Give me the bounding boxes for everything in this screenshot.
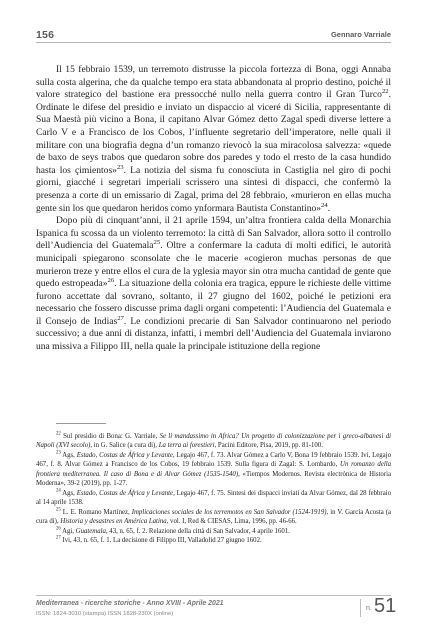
- footnote-ref: 26: [107, 276, 115, 284]
- footnote-ref: 23: [56, 450, 61, 456]
- italic-title: Implicaciones sociales de los terremotos en San Salvador (1524-1919): [131, 508, 327, 516]
- text-run: Ags,: [60, 451, 77, 459]
- text-run: , Legajo 467, f. 73. Alvar Gómez a Carlo V, Bona 19 febbraio 1539. Ivi, Legajo 467, f. 8. Alvar Gómez a Francisco de los Cobos, 19 febbraio 1539. Sulla figura di Zagal: S. Lombardo,: [36, 451, 391, 469]
- page-number: 156: [36, 29, 55, 41]
- footnote: [36, 527, 391, 536]
- text-run: , «Tiempos Modernos. Revista electrónica de Historia Moderna», 39-2 (2019), pp. 1-27.: [36, 470, 391, 488]
- footnote-separator: [56, 423, 106, 424]
- text-run: . Ordinate le difese del presidio e inviato un dispaccio al viceré di Sicilia, rappresentante di Sua Maestà più vicino a Bona, il capitano Alvar Gómez detto Zagal spedì diverse lettere a Carlo V e a Francisco de los Cobos, l’influente segretario dell’imperatore, nelle quali il militare con una biografia degna d’un romanzo rievocò la sua miracolosa salvezza: «quede de baxo de seys trabos que quedaron sobre dos paredes y todo el rresto de la casa hundido hasta los çimientos»: [36, 89, 391, 176]
- footnote-ref: 26: [56, 526, 61, 532]
- text-run: Ivi, 43, n. 65, f. 1. La decisione di Filippo III, Valladolid 27 giugno 1602.: [60, 536, 262, 544]
- footer-separator: [360, 599, 361, 617]
- text-run: L. E. Romano Martínez,: [60, 508, 132, 516]
- text-run: .: [327, 202, 331, 214]
- footer-rule: [36, 595, 391, 596]
- italic-title: Guatemala: [75, 527, 106, 535]
- italic-title: Estado, Costas de África y Levante: [76, 489, 174, 497]
- running-header-author: Gennaro Varriale: [330, 30, 391, 39]
- text-run: Ags,: [60, 489, 77, 497]
- text-run: , vol. I, Red & CIESAS, Lima, 1996, pp. 46-66.: [166, 518, 297, 526]
- text-run: , Pacini Editore, Pisa, 2019, pp. 81-100.: [214, 442, 323, 450]
- footer-issue-prefix: n.: [366, 605, 372, 612]
- footnote-ref: 25: [56, 507, 61, 513]
- text-run: . La notizia del sisma fu conosciuta in Castiglia nel giro di pochi giorni, giacché i segretari imperiali scrissero una sintesi di dispacci, che confermò la presenza a corte di un emissario di Zagal, prima del 28 febbraio, «murieron en ellas mucha gente sin los que quedaron heridos como ynformara Bautista Constantino»: [36, 164, 391, 214]
- footer-journal-title: Mediterranea - ricerche storiche - Anno XVIII - Aprile 2021: [36, 600, 224, 607]
- text-run: Sul presidio di Bona: G. Varriale,: [60, 433, 160, 440]
- body-paragraph: [36, 64, 391, 215]
- footnote-ref: 24: [56, 488, 61, 494]
- footnote-ref: 22: [381, 88, 389, 96]
- text-run: Agi,: [60, 527, 76, 535]
- footnote: [36, 432, 391, 451]
- italic-title: Un romanzo della frontiera mediterranea. Il caso di Bona e di Alvar Gómez (1535-1540): [36, 461, 392, 478]
- text-run: . La situazione della colonia era tragica, eppure le richieste delle vittime furono accettate dal sovrano, soltanto, il 27 giugno del 1602, poiché le petizioni era necessario che fossero discusse prima dagli organi competenti: l’Audiencia del Guatemala e il Consejo de Indias: [36, 278, 391, 327]
- footnote-ref: 25: [153, 239, 161, 247]
- footnote: [36, 536, 391, 545]
- footnote: [36, 508, 391, 527]
- text-run: Dopo più di cinquant’anni, il 21 aprile 1594, un’altra frontiera calda della Monarchia Ispanica fu scossa da un violento terremoto: la città di San Salvador, allora sotto il controllo dell’Audiencia del Guatemala: [36, 215, 391, 252]
- text-run: , Legajo 467, f. 75. Sintesi dei dispacci inviati da Alvar Gómez, dal 28 febbraio al 14 aprile 1538.: [36, 489, 391, 507]
- italic-title: Estado, Costas de África y Levante: [76, 451, 173, 459]
- footnote: [36, 489, 391, 508]
- footnote-ref: 27: [56, 535, 61, 541]
- footnote-ref: 22: [56, 431, 61, 437]
- text-run: , in G. Salice (a cura di),: [90, 442, 159, 450]
- body-paragraph: [36, 215, 391, 354]
- footnote: [36, 451, 391, 489]
- italic-title: Historia y desastres en América Latina: [60, 518, 167, 526]
- text-run: . Oltre a confermare la caduta di molti edifici, le autorità municipali spiegarono sconsolate che le macerie «cogieron muchas personas de que murieron treze y entre ellos el cura de la yglesia mayor sin otra mucha cantidad de gente que quedo estropeada»: [36, 240, 391, 290]
- footer-issn: ISSN: 1824-3010 (stampa) ISSN 1828-230X (online): [36, 611, 174, 617]
- header-rule: [36, 42, 391, 43]
- italic-title: La terra ai forestieri: [158, 442, 215, 450]
- body-text: [36, 64, 391, 354]
- footer-issue-number: 51: [374, 595, 397, 617]
- text-run: , in V. García Acosta (a cura di),: [36, 508, 392, 526]
- text-run: , 43, n. 65, f. 2. Relazione della città di San Salvador, 4 aprile 1601.: [105, 527, 290, 535]
- footnote-ref: 27: [117, 314, 124, 322]
- footnote-ref: 24: [321, 201, 328, 209]
- footnote-ref: 23: [116, 163, 124, 171]
- footnotes: [36, 432, 391, 545]
- text-run: Il 15 febbraio 1539, un terremoto distrusse la piccola fortezza di Bona, oggi Annaba sulla costa algerina, che da qualche tempo era stata abbandonata al proprio destino, poiché il valore strategico del bastione era pressocché nullo nella guerra contro il Gran Turco: [36, 64, 391, 101]
- italic-title: Se li mandassimo in Africa? Un progetto di colonizzazione per i greco-albanesi di Napoli (XVI secolo): [36, 433, 391, 450]
- text-run: . Le condizioni precarie di San Salvador continuarono nel periodo successivo; a due anni di distanza, infatti, i membri dell’Audiencia del Guatemala inviarono una missiva a Filippo III, nella quale la principale istituzione della regione: [36, 315, 391, 353]
